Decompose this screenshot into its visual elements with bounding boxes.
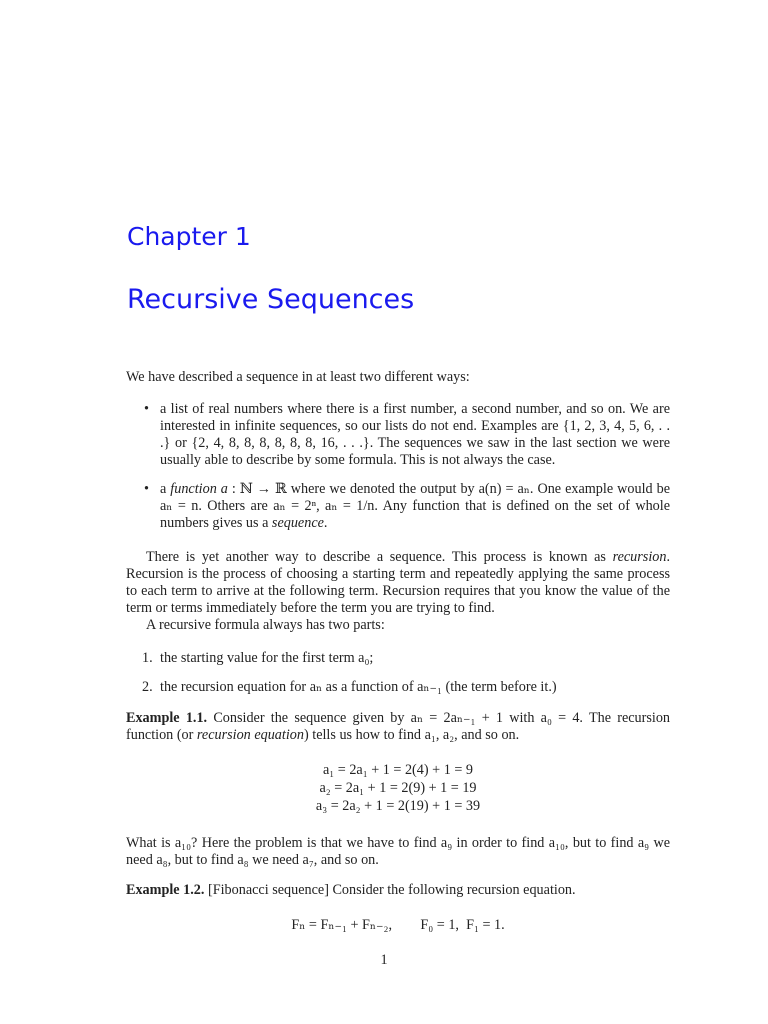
bullet-list-definition <box>126 401 670 469</box>
equation-line: a₃ = 2a₂ + 1 = 2(19) + 1 = 39 <box>315 798 481 814</box>
step-number: 2. <box>142 679 153 695</box>
step-item <box>126 679 670 696</box>
example-1-paragraph <box>126 710 670 744</box>
intro-text: We have described a sequence in at least two different ways: <box>126 369 470 385</box>
example-1-text-a: Consider the sequence given by aₙ = 2aₙ₋₁ + 1 with a₀ = 4. The recursion function (or <box>126 710 671 743</box>
bullet-function-text-b: : ℕ → ℝ where we denoted the output by a(n) = aₙ. One example would be aₙ = n. Others are aₙ = 2ⁿ, aₙ = 1/n. Any function that is defined on the set of whole numbers gives us a <box>160 481 670 531</box>
bullet-list-text: a list of real numbers where there is a first number, a second number, and so on. We are interested in infinite sequences, so our lists do not end. Examples are {1, 2, 3, 4, 5, 6, . . .} or {2, 4, 8, 8, 8, 8, 8, 8, 16, . . .}. The sequences we saw in the last section we were usually able to describe by some formula. This is not always the case. <box>160 401 670 468</box>
example-2-text: [Fibonacci sequence] Consider the following recursion equation. <box>204 882 576 898</box>
two-parts-paragraph: A recursive formula always has two parts: <box>146 617 385 633</box>
recursion-text-a: There is yet another way to describe a sequence. This process is known as <box>146 549 613 565</box>
step-text: the recursion equation for aₙ as a function of aₙ₋₁ (the term before it.) <box>160 679 557 695</box>
equation-line: a₂ = 2a₁ + 1 = 2(9) + 1 = 19 <box>319 780 477 796</box>
step-number: 1. <box>142 650 153 666</box>
a10-paragraph: What is a₁₀? Here the problem is that we have to find a₉ in order to find a₁₀, but to find a₉ we need a₈, but to find a₈ we need a₇, and so on. <box>126 835 670 868</box>
bullet-function-text-a: a <box>160 481 171 497</box>
step-text: the starting value for the first term a₀; <box>160 650 374 666</box>
steps-list <box>126 650 670 696</box>
bullet-function-text-c: . <box>323 515 328 531</box>
term-sequence: sequence <box>271 515 324 531</box>
term-recursion-equation: recursion equation <box>196 727 304 743</box>
example-2 <box>126 882 670 934</box>
recursion-paragraph <box>126 549 670 617</box>
example-2-label: Example 1.2. <box>126 882 205 898</box>
fibonacci-equation: Fₙ = Fₙ₋₁ + Fₙ₋₂, F₀ = 1, F₁ = 1. <box>291 917 505 933</box>
definition-list <box>126 401 670 532</box>
term-recursion: recursion <box>612 549 667 565</box>
example-1 <box>126 710 670 815</box>
recursion-text-b: . Recursion is the process of choosing a starting term and repeatedly applying the same process to each term to arrive at the following term. Recursion requires that you know the value of the term or terms immediately before the term you are trying to find. <box>126 549 670 616</box>
term-function: function a <box>170 481 228 497</box>
bullet-function-definition <box>126 481 670 532</box>
chapter-label: Chapter 1 <box>127 222 251 251</box>
chapter-title: Recursive Sequences <box>127 284 415 315</box>
example-1-label: Example 1.1. <box>126 710 208 726</box>
example-1-text-b: ) tells us how to find a₁, a₂, and so on. <box>303 727 520 743</box>
step-item <box>126 650 670 667</box>
a10-section <box>126 835 670 869</box>
example-1-equations <box>126 761 670 815</box>
recursion-section <box>126 549 670 634</box>
intro-paragraph <box>126 369 670 386</box>
example-2-paragraph <box>126 882 670 899</box>
page-number: 1 <box>380 952 388 968</box>
equation-line: a₁ = 2a₁ + 1 = 2(4) + 1 = 9 <box>323 762 473 778</box>
